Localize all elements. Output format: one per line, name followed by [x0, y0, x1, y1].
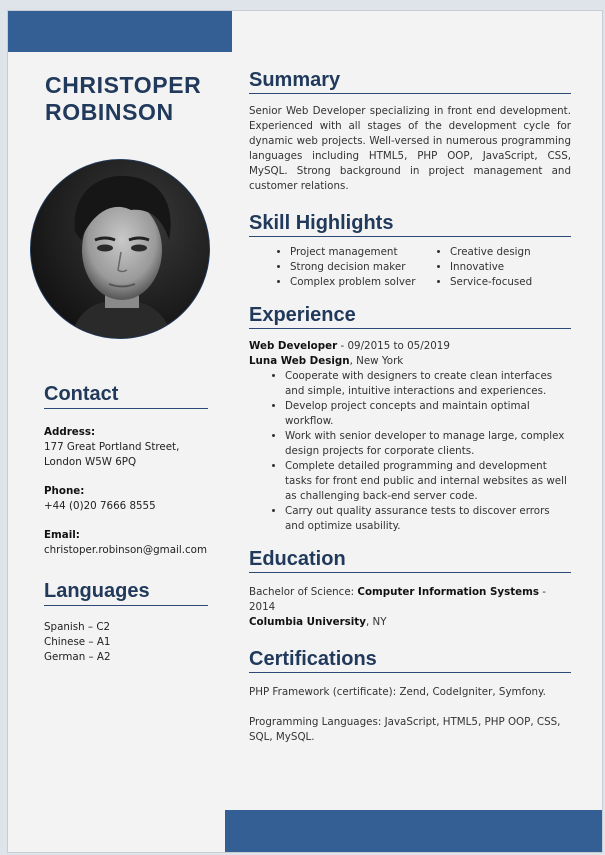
experience-section	[249, 304, 571, 534]
summary-text: Senior Web Developer specializing in front end development. Experienced with all stages of the development cycle for dynamic web projects. Well-versed in numerous programming languages including HTML5, PHP OOP, JavaScript, CSS, MySQL. Strong background in project management and customer relations.	[249, 105, 571, 192]
skills-heading: Skill Highlights	[249, 212, 571, 237]
address-label: Address:	[44, 426, 96, 438]
skill-item: • Service-focused	[450, 275, 532, 290]
phone-value: +44 (0)20 7666 8555	[44, 500, 156, 512]
experience-bullet: • Carry out quality assurance tests to discover errors and optimize usability.	[285, 504, 571, 534]
portrait-image	[31, 160, 210, 339]
certifications-heading: Certifications	[249, 648, 571, 673]
job-title-line	[249, 339, 571, 354]
phone-label: Phone:	[44, 485, 85, 497]
degree: Bachelor of Science:	[249, 586, 358, 598]
job-title: Web Developer	[249, 340, 338, 352]
experience-bullet: • Complete detailed programming and development tasks for front end public and internal websites as well as challenging back-end server code.	[285, 459, 571, 504]
summary-section	[249, 69, 571, 194]
school-line	[249, 615, 571, 630]
experience-bullet: • Work with senior developer to manage large, complex design projects for corporate clients.	[285, 429, 571, 459]
school-name: Columbia University	[249, 616, 366, 628]
email-label: Email:	[44, 529, 80, 541]
address-line-2: London W5W 6PQ	[44, 456, 137, 468]
resume-page	[7, 10, 603, 853]
email-value: christoper.robinson@gmail.com	[44, 544, 207, 556]
skill-item: • Creative design	[450, 245, 532, 260]
language-item: Chinese – A1	[44, 636, 111, 648]
skills-column-1	[249, 245, 420, 290]
education-section	[249, 548, 571, 630]
skills-section	[249, 212, 571, 290]
school-location: , NY	[365, 616, 387, 628]
major: Computer Information Systems	[357, 586, 539, 598]
company-name: Luna Web Design	[249, 355, 350, 367]
skills-column-2	[420, 245, 532, 290]
skill-item: • Strong decision maker	[290, 260, 420, 275]
contact-details	[44, 425, 224, 558]
experience-bullets	[249, 369, 571, 534]
address-line-1: 177 Great Portland Street,	[44, 441, 180, 453]
graduation-year: - 2014	[249, 586, 546, 613]
company-line	[249, 354, 571, 369]
degree-line	[249, 585, 571, 615]
languages-list	[44, 620, 224, 665]
bottom-accent-bar	[225, 810, 603, 852]
experience-bullet: • Cooperate with designers to create clean interfaces and simple, intuitive interactions and experiences.	[285, 369, 571, 399]
education-heading: Education	[249, 548, 571, 573]
main-column	[249, 69, 571, 760]
skill-item: • Complex problem solver	[290, 275, 420, 290]
skill-item: • Project management	[290, 245, 420, 260]
skills-list	[249, 245, 571, 290]
experience-bullet: • Develop project concepts and maintain optimal workflow.	[285, 399, 571, 429]
certification-item: Programming Languages: JavaScript, HTML5, PHP OOP, CSS, SQL, MySQL.	[249, 716, 561, 743]
experience-heading: Experience	[249, 304, 571, 329]
contact-heading: Contact	[44, 383, 208, 409]
language-item: German – A2	[44, 651, 111, 663]
last-name: ROBINSON	[45, 99, 174, 125]
candidate-name	[45, 72, 235, 126]
job-dates: - 09/2015 to 05/2019	[337, 340, 450, 352]
profile-photo	[30, 159, 210, 339]
language-item: Spanish – C2	[44, 621, 111, 633]
company-location: , New York	[349, 355, 404, 367]
certifications-section	[249, 648, 571, 745]
top-accent-bar	[8, 11, 232, 52]
certification-item: PHP Framework (certificate): Zend, CodeIgniter, Symfony.	[249, 686, 546, 698]
first-name: CHRISTOPER	[45, 72, 202, 98]
languages-heading: Languages	[44, 580, 208, 606]
skill-item: • Innovative	[450, 260, 532, 275]
summary-heading: Summary	[249, 69, 571, 94]
